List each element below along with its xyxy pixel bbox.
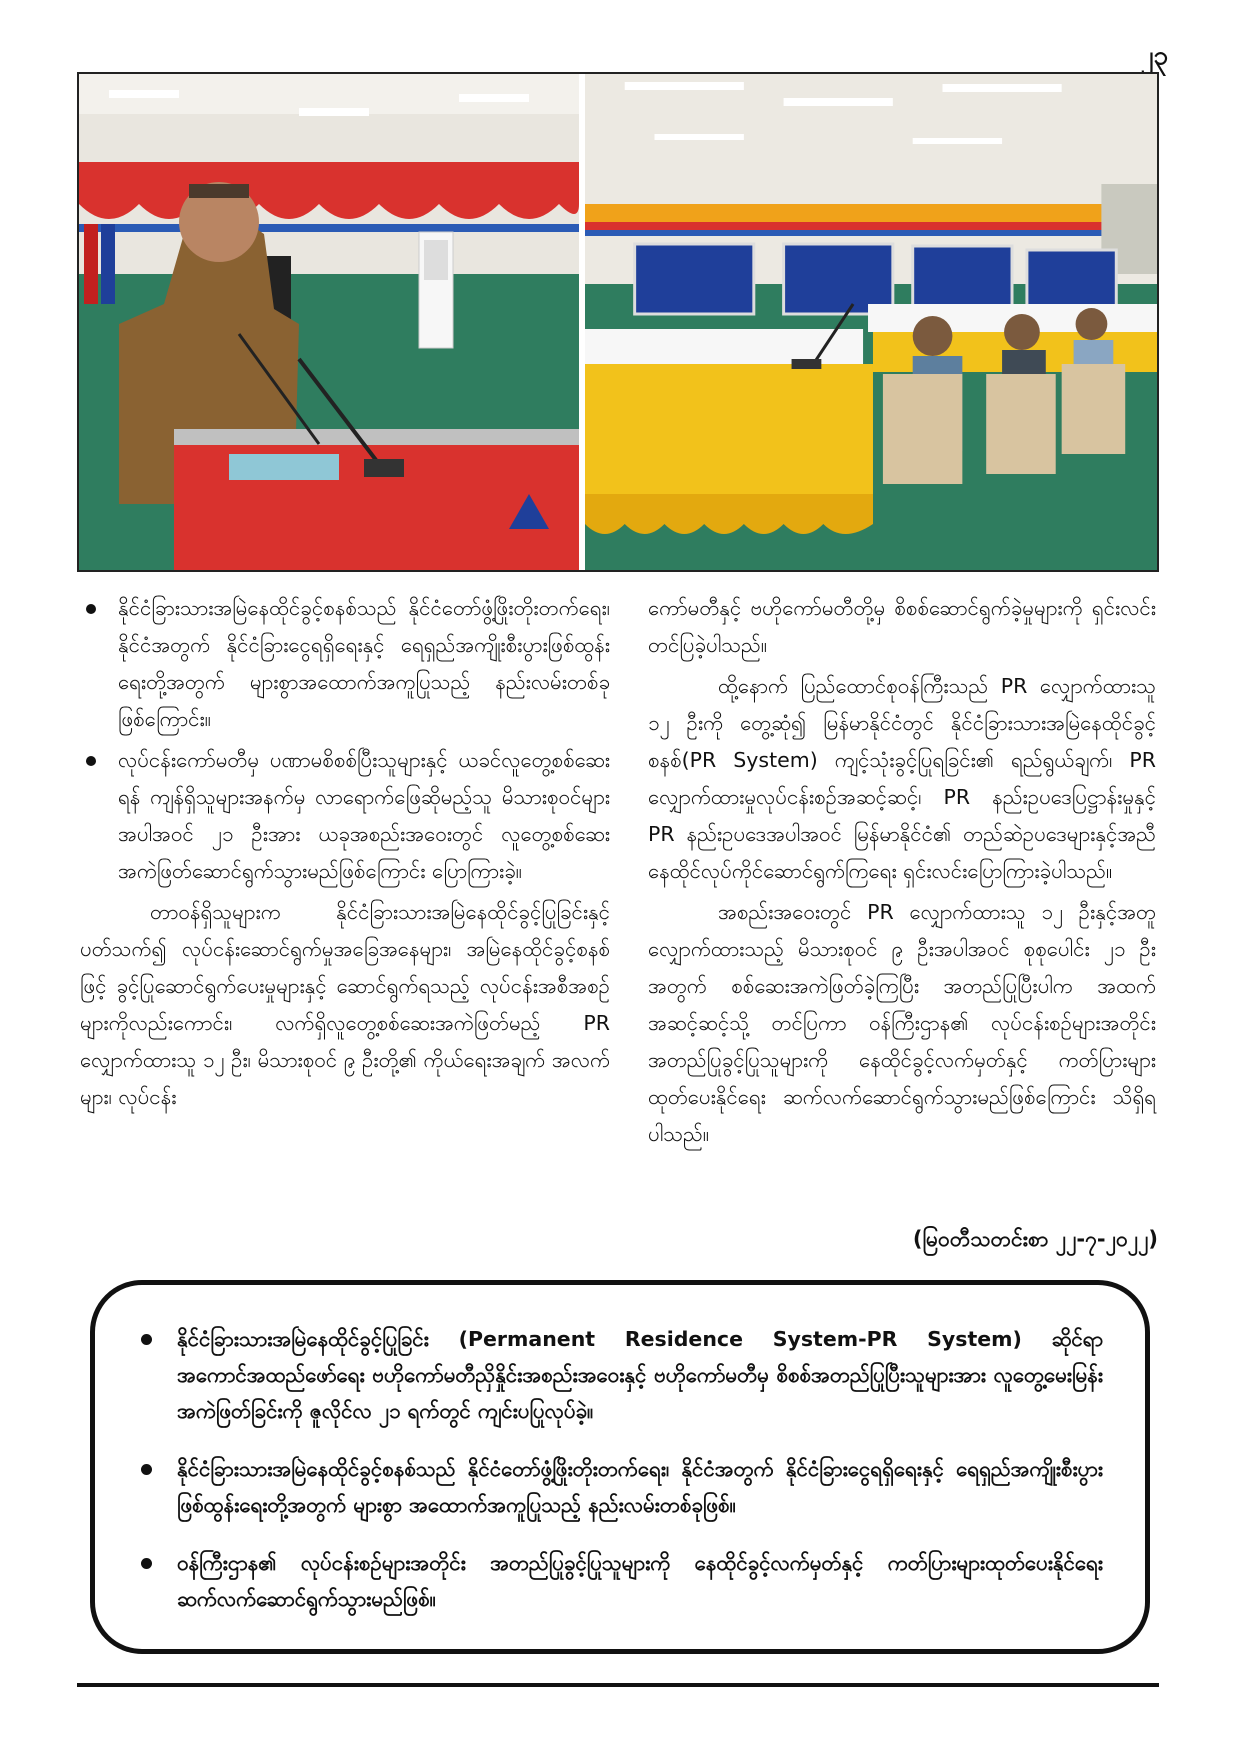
article-right-column	[648, 590, 1156, 1157]
meeting-hall-photo	[585, 74, 1157, 570]
summary-bullet: နိုင်ငံခြားသားအမြဲနေထိုင်ခွင့်ပြုခြင်း (Permanent Residence System-PR System) ဆိုင်ရာအကောင်အထည်ဖော်ရေး ဗဟိုကော်မတီညှိနှိုင်းအစည်းအဝေးနှင့် ဗဟိုကော်မတီမှ စိစစ်အတည်ပြုပြီးသူများအား လူတွေ့မေးမြန်းအကဲဖြတ်ခြင်းကို ဇူလိုင်လ ၂၁ ရက်တွင် ကျင်းပပြုလုပ်ခဲ့။	[137, 1321, 1103, 1429]
summary-bullet: နိုင်ငံခြားသားအမြဲနေထိုင်ခွင့်စနစ်သည် နိုင်ငံတော်ဖွံ့ဖြိုးတိုးတက်ရေး၊ နိုင်ငံအတွက် နိုင်ငံခြားငွေရရှိရေးနှင့် ရေရှည်အကျိုးစီးပွားဖြစ်ထွန်းရေးတို့အတွက် များစွာ အထောက်အကူပြုသည့် နည်းလမ်းတစ်ခုဖြစ်။	[137, 1451, 1103, 1523]
footer-divider	[77, 1683, 1159, 1687]
article-paragraph: ထို့နောက် ပြည်ထောင်စုဝန်ကြီးသည် PR လျှောက်ထားသူ ၁၂ ဦးကို တွေ့ဆုံ၍ မြန်မာနိုင်ငံတွင် နိုင်ငံခြားသားအမြဲနေထိုင်ခွင့်စနစ်(PR System) ကျင့်သုံးခွင့်ပြုရခြင်း၏ ရည်ရွယ်ချက်၊ PR လျှောက်ထားမှုလုပ်ငန်းစဉ်အဆင့်ဆင့်၊ PR နည်းဥပဒေပြဋ္ဌာန်းမှုနှင့် PR နည်းဥပဒေအပါအဝင် မြန်မာနိုင်ငံ၏ တည်ဆဲဥပဒေများနှင့်အညီ နေထိုင်လုပ်ကိုင်ဆောင်ရွက်ကြရေး ရှင်းလင်းပြောကြားခဲ့ပါသည်။	[648, 674, 1156, 883]
source-citation: (မြဝတီသတင်းစာ ၂၂-၇-၂၀၂၂)	[912, 1227, 1158, 1251]
article-left-column	[80, 590, 610, 1120]
article-paragraph: အစည်းအဝေးတွင် PR လျှောက်ထားသူ ၁၂ ဦးနှင့်အတူ လျှောက်ထားသည့် မိသားစုဝင် ၉ ဦးအပါအဝင် စုစုပေါင်း ၂၁ ဦးအတွက် စစ်ဆေးအကဲဖြတ်ခဲ့ကြပြီး အတည်ပြုပြီးပါက အထက်အဆင့်ဆင့်သို့ တင်ပြကာ ဝန်ကြီးဌာန၏ လုပ်ငန်းစဉ်များအတိုင်း အတည်ပြုခွင့်ပြုသူများကို နေထိုင်ခွင့်လက်မှတ်နှင့် ကတ်ပြားများထုတ်ပေးနိုင်ရေး ဆက်လက်ဆောင်ရွက်သွားမည်ဖြစ်ကြောင်း သိရှိရပါသည်။	[648, 900, 1156, 1146]
summary-box	[90, 1280, 1150, 1654]
summary-bullet: ဝန်ကြီးဌာန၏ လုပ်ငန်းစဉ်များအတိုင်း အတည်ပြုခွင့်ပြုသူများကို နေထိုင်ခွင့်လက်မှတ်နှင့် ကတ်ပြားများထုတ်ပေးနိုင်ရေး ဆက်လက်ဆောင်ရွက်သွားမည်ဖြစ်။	[137, 1545, 1103, 1617]
article-paragraph: ကော်မတီနှင့် ဗဟိုကော်မတီတို့မှ စိစစ်ဆောင်ရွက်ခဲ့မှုများကို ရှင်းလင်းတင်ပြခဲ့ပါသည်။	[648, 596, 1156, 657]
photo-strip	[77, 72, 1159, 572]
article-bullet: နိုင်ငံခြားသားအမြဲနေထိုင်ခွင့်စနစ်သည် နိုင်ငံတော်ဖွံ့ဖြိုးတိုးတက်ရေး၊ နိုင်ငံအတွက် နိုင်ငံခြားငွေရရှိရေးနှင့် ရေရှည်အကျိုးစီးပွားဖြစ်ထွန်းရေးတို့အတွက် များစွာအထောက်အကူပြုသည့် နည်းလမ်းတစ်ခုဖြစ်ကြောင်း။	[80, 590, 610, 738]
article-bullet: လုပ်ငန်းကော်မတီမှ ပဏာမစိစစ်ပြီးသူများနှင့် ယခင်လူတွေ့စစ်ဆေးရန် ကျန်ရှိသူများအနက်မှ လာရောက်ဖြေဆိုမည့်သူ မိသားစုဝင်များအပါအဝင် ၂၁ ဦးအား ယခုအစည်းအဝေးတွင် လူတွေ့စစ်ဆေးအကဲဖြတ်ဆောင်ရွက်သွားမည်ဖြစ်ကြောင်း ပြောကြားခဲ့။	[80, 742, 610, 890]
speaker-photo	[79, 74, 579, 570]
article-paragraph: တာဝန်ရှိသူများက နိုင်ငံခြားသားအမြဲနေထိုင်ခွင့်ပြုခြင်းနှင့်ပတ်သက်၍ လုပ်ငန်းဆောင်ရွက်မှုအခြေအနေများ၊ အမြဲနေထိုင်ခွင့်စနစ်ဖြင့် ခွင့်ပြုဆောင်ရွက်ပေးမှုများနှင့် ဆောင်ရွက်ရသည့် လုပ်ငန်းအစီအစဉ်များကိုလည်းကောင်း၊ လက်ရှိလူတွေ့စစ်ဆေးအကဲဖြတ်မည့် PR လျှောက်ထားသူ ၁၂ ဦး၊ မိသားစုဝင် ၉ ဦးတို့၏ ကိုယ်ရေးအချက် အလက်များ၊ လုပ်ငန်း	[80, 900, 610, 1109]
page-number: ၂၃	[1140, 41, 1168, 71]
